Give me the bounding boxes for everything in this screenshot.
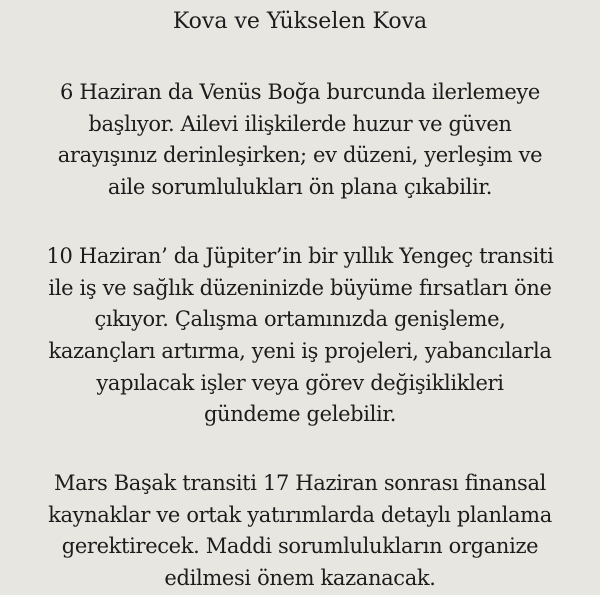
paragraph-line: kaynaklar ve ortak yatırımlarda detaylı planlama (48, 502, 552, 527)
page-title: Kova ve Yükselen Kova (172, 9, 428, 34)
paragraph-line: gündeme gelebilir. (203, 402, 397, 427)
paragraph-line: gerektirecek. Maddi sorumlulukların organize (61, 534, 539, 559)
paragraph-line: Mars Başak transiti 17 Haziran sonrası finansal (53, 471, 547, 496)
paragraph-line: kazançları artırma, yeni iş projeleri, yabancılarla (48, 338, 552, 363)
paragraph-line: 10 Haziran’ da Jüpiter’in bir yıllık Yengeç transiti (46, 243, 554, 268)
paragraph-line: yapılacak işler veya görev değişiklikleri (96, 370, 504, 395)
paragraph-line: aile sorumlulukları ön plana çıkabilir. (107, 175, 493, 200)
paragraph-line: çıkıyor. Çalışma ortamınızda genişleme, (94, 307, 506, 332)
paragraph-venus (8, 77, 592, 204)
paragraph-line: 6 Haziran da Venüs Boğa burcunda ilerlemeye (59, 80, 540, 104)
paragraph-line: edilmesi önem kazanacak. (164, 566, 436, 591)
paragraph-line: arayışınız derinleşirken; ev düzeni, yerleşim ve (57, 143, 543, 168)
paragraph-line: başlıyor. Ailevi ilişkilerde huzur ve güven (88, 111, 512, 136)
paragraph-line: ile iş ve sağlık düzeninizde büyüme fırsatları öne (48, 275, 552, 300)
paragraph-jupiter (8, 241, 592, 431)
paragraph-mars (8, 468, 592, 595)
